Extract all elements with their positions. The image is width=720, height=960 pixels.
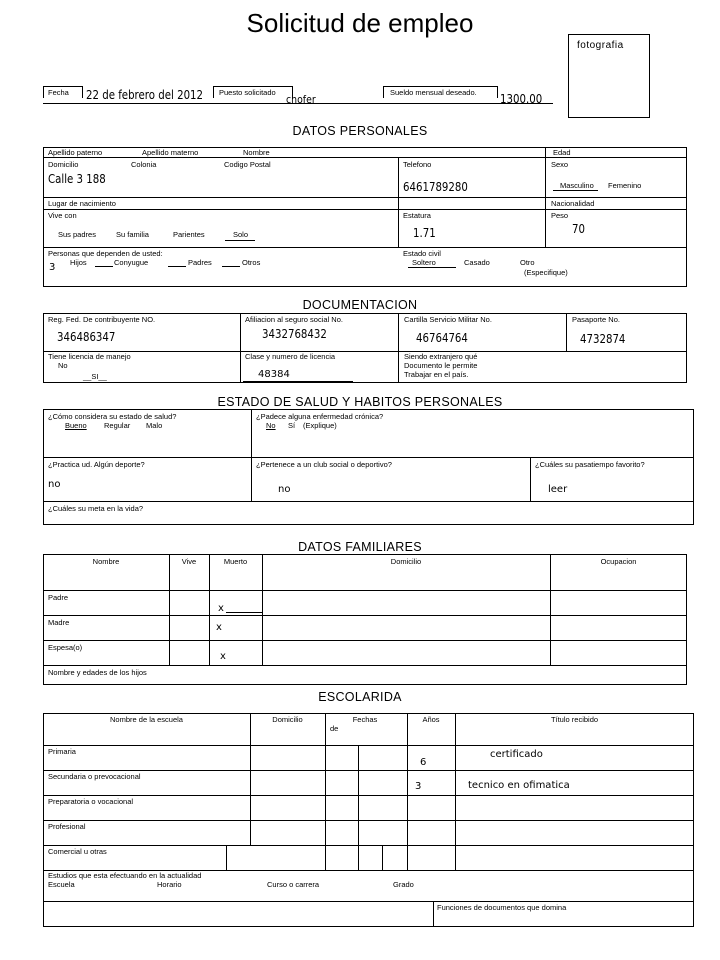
esc-header-anos: Años (422, 715, 440, 724)
section-escolaridad: ESCOLARIDA (318, 690, 402, 704)
otro-option[interactable]: Otro (520, 258, 535, 267)
licencia-no-option[interactable]: No (58, 361, 68, 370)
apellido-materno-label: Apellido materno (142, 148, 199, 157)
sus-padres-option[interactable]: Sus padres (58, 230, 96, 239)
esc-row-comercial: Comercial u otras (48, 847, 107, 856)
explique-label: (Explique) (303, 421, 337, 430)
fam-header-ocupacion: Ocupacion (600, 557, 637, 566)
extranjero-label-1: Siendo extranjero qué (404, 352, 478, 361)
salud-regular-option[interactable]: Regular (104, 421, 131, 430)
solo-option[interactable]: Solo (233, 230, 249, 239)
fam-muerto-padre: x (218, 603, 224, 614)
nacionalidad-label: Nacionalidad (551, 199, 595, 208)
fam-row-esposa: Espesa(o) (48, 643, 83, 652)
masculino-option[interactable]: Masculino (560, 181, 594, 190)
otros-option[interactable]: Otros (242, 258, 261, 267)
esc-row-profesional: Profesional (48, 822, 86, 831)
esc-header-fechas: Fechas (352, 715, 378, 724)
primaria-titulo-value: certificado (490, 749, 543, 760)
deporte-value: no (48, 479, 61, 490)
puesto-label: Puesto solicitado (219, 88, 276, 97)
clase-licencia-label: Clase y numero de licencia (245, 352, 336, 361)
fam-header-nombre: Nombre (92, 557, 120, 566)
pasaporte-label: Pasaporte No. (572, 315, 620, 324)
especifique-label: (Especifique) (524, 268, 568, 277)
esc-row-preparatoria: Preparatoria o vocacional (48, 797, 134, 806)
licencia-si-value[interactable]: __SI__ (83, 372, 107, 381)
rfc-label: Reg. Fed. De contribuyente NO. (48, 315, 156, 324)
club-value: no (278, 484, 291, 495)
su-familia-option[interactable]: Su familia (116, 230, 149, 239)
apellido-paterno-label: Apellido paterno (48, 148, 103, 157)
club-label: ¿Pertenece a un club social o deportivo? (256, 460, 392, 469)
domicilio-value: Calle 3 188 (48, 172, 106, 186)
estudios-grado-label: Grado (393, 880, 414, 889)
secundaria-anos-value: 3 (415, 781, 422, 792)
estatura-label: Estatura (403, 211, 431, 220)
section-datos-personales: DATOS PERSONALES (292, 124, 428, 138)
sexo-label: Sexo (551, 160, 569, 169)
fam-header-muerto: Muerto (223, 557, 248, 566)
peso-value: 70 (572, 222, 585, 236)
estado-civil-label: Estado civil (403, 249, 441, 258)
codigo-postal-label: Codigo Postal (224, 160, 271, 169)
estudios-escuela-label: Escuela (48, 880, 75, 889)
estado-salud-label: ¿Cómo considera su estado de salud? (48, 412, 177, 421)
seguro-label: Afiliacion al seguro social No. (245, 315, 343, 324)
hijos-nombres-label: Nombre y edades de los hijos (48, 668, 147, 677)
esc-row-primaria: Primaria (48, 747, 76, 756)
licencia-label: Tiene licencia de manejo (48, 352, 131, 361)
puesto-value: chofer (286, 93, 316, 106)
femenino-option[interactable]: Femenino (608, 181, 642, 190)
fam-header-vive: Vive (181, 557, 197, 566)
fam-muerto-esposa: x (220, 651, 226, 662)
section-familiares: DATOS FAMILIARES (298, 540, 422, 554)
fam-row-madre: Madre (48, 618, 70, 627)
casado-option[interactable]: Casado (464, 258, 490, 267)
esc-header-de: de (330, 724, 339, 733)
parientes-option[interactable]: Parientes (173, 230, 205, 239)
enfermedad-no-option[interactable]: No (266, 421, 276, 430)
soltero-option[interactable]: Soltero (412, 258, 436, 267)
photo-label: fotografia (577, 40, 624, 51)
fam-header-domicilio: Domicilio (390, 557, 422, 566)
lugar-nacimiento-label: Lugar de nacimiento (48, 199, 116, 208)
fam-muerto-madre: x (216, 622, 222, 633)
extranjero-label-3: Trabajar en el país. (404, 370, 469, 379)
padres-option[interactable]: Padres (188, 258, 212, 267)
deporte-label: ¿Practica ud. Algún deporte? (48, 460, 145, 469)
colonia-label: Colonia (131, 160, 157, 169)
conyugue-option[interactable]: Conyugue (114, 258, 149, 267)
domicilio-label: Domicilio (48, 160, 79, 169)
estudios-actuales-label: Estudios que esta efectuando en la actualidad (48, 871, 202, 880)
clase-licencia-value: 48384 (258, 369, 290, 380)
personas-dependen-label: Personas que dependen de usted: (48, 249, 163, 258)
rfc-value: 346486347 (57, 330, 116, 344)
fecha-value: 22 de febrero del 2012 (86, 88, 204, 102)
extranjero-label-2: Documento le permite (404, 361, 478, 370)
esc-header-nombre: Nombre de la escuela (110, 715, 183, 724)
edad-label: Edad (553, 148, 571, 157)
estatura-value: 1.71 (413, 226, 436, 240)
seguro-value: 3432768432 (262, 327, 327, 341)
peso-label: Peso (551, 211, 569, 220)
funciones-label: Funciones de documentos que domina (437, 903, 567, 912)
esc-row-secundaria: Secundaria o prevocacional (48, 772, 141, 781)
fecha-label: Fecha (48, 88, 69, 97)
secundaria-titulo-value: tecnico en ofimatica (468, 780, 570, 791)
pasaporte-value: 4732874 (580, 332, 626, 346)
section-documentacion: DOCUMENTACION (302, 298, 418, 312)
enfermedad-si-option[interactable]: Sí (288, 421, 296, 430)
estudios-curso-label: Curso o carrera (267, 880, 320, 889)
salud-malo-option[interactable]: Malo (146, 421, 163, 430)
estudios-horario-label: Horario (157, 880, 182, 889)
telefono-label: Telefono (403, 160, 432, 169)
sueldo-value: 1300.00 (500, 92, 543, 106)
primaria-anos-value: 6 (420, 757, 427, 768)
section-salud: ESTADO DE SALUD Y HABITOS PERSONALES (217, 395, 503, 409)
fam-row-padre: Padre (48, 593, 69, 602)
salud-bueno-option[interactable]: Bueno (65, 421, 87, 430)
hijos-value: 3 (49, 262, 56, 273)
hijos-option[interactable]: Hijos (70, 258, 87, 267)
telefono-value: 6461789280 (403, 180, 468, 194)
nombre-label: Nombre (243, 148, 270, 157)
esc-header-domicilio: Domicilio (272, 715, 303, 724)
vive-con-label: Vive con (48, 211, 77, 220)
page-title: Solicitud de empleo (246, 8, 474, 38)
cartilla-value: 46764764 (416, 331, 468, 345)
pasatiempo-label: ¿Cuáles su pasatiempo favorito? (535, 460, 645, 469)
sueldo-label: Sueldo mensual deseado. (390, 88, 477, 97)
esc-header-titulo: Título recibido (550, 715, 599, 724)
pasatiempo-value: leer (548, 484, 568, 495)
meta-label: ¿Cuáles su meta en la vida? (48, 504, 144, 513)
enfermedad-label: ¿Padece alguna enfermedad crónica? (256, 412, 384, 421)
cartilla-label: Cartilla Servicio Militar No. (404, 315, 492, 324)
